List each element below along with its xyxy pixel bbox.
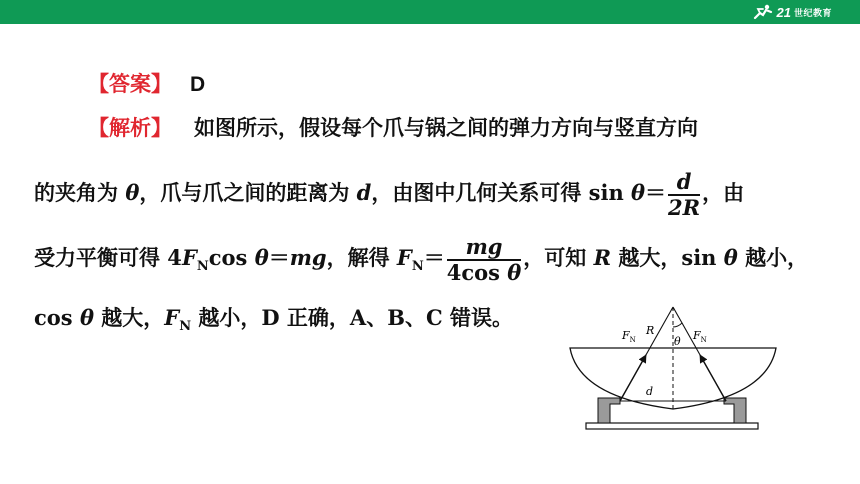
logo-text: 世纪教育 [793,8,832,19]
runner-icon [752,4,774,20]
F-symbol: F [181,245,197,270]
text-span: 的夹角为 [34,180,126,205]
wok-force-diagram [562,305,784,435]
header-bar [0,0,860,24]
force-arrow-left [620,355,646,401]
equals-sign: ＝ [268,245,290,270]
theta-symbol: θ [507,259,522,285]
fraction-numerator: d [676,168,692,194]
label-FN-left: $F_N$ [622,329,636,344]
text-span: cos [34,305,80,330]
text-span: ，由图中几何关系可得 sin [371,180,632,205]
fraction-numerator: mg [465,233,503,259]
fraction-denominator: 2R [668,194,701,220]
theta-symbol: θ [723,245,738,270]
N-subscript: N [411,259,424,274]
theta-symbol: θ [79,305,94,330]
analysis-line-3 [34,233,808,292]
text-span: cos [208,245,255,270]
text-span: 越小， [737,245,809,270]
theta-symbol: θ [631,180,646,205]
label-d: d [646,385,654,398]
fraction-d-over-2R [668,170,700,220]
right-support [724,398,746,423]
label-R: R [646,324,655,337]
analysis-line-4 [34,304,513,341]
N-subscript: N [196,259,209,274]
theta-symbol: θ [254,245,269,270]
force-arrow-right [700,355,726,401]
text-span: ，爪与爪之间的距离为 [139,180,357,205]
text-span: ，可知 [523,245,594,270]
theta-arc [673,323,682,327]
analysis-line-1 [88,114,698,142]
text-span: 受力平衡可得 4 [34,245,182,270]
answer-label: 【答案】 [88,72,172,96]
text-span: 越大，sin [611,245,724,270]
analysis-text-1: 如图所示，假设每个爪与锅之间的弹力方向与竖直方向 [194,115,698,140]
fraction-denominator [447,261,522,285]
site-logo [752,3,832,21]
d-symbol: d [356,180,372,205]
equals-sign: ＝ [645,180,667,205]
logo-number: 21 [776,4,791,20]
label-theta: θ [674,335,681,348]
N-subscript: N [179,319,192,334]
text-span: 4cos [446,259,508,285]
mg-symbol: mg [289,245,327,270]
equals-sign: ＝ [423,245,445,270]
analysis-label: 【解析】 [88,116,172,140]
text-span: 越大， [93,305,165,330]
F-symbol: F [164,305,180,330]
answer-line [88,70,205,99]
text-span: 越小，D 正确，A、B、C 错误。 [191,305,513,330]
text-span: ，解得 [326,245,397,270]
text-span: ，由 [702,180,745,205]
left-support [598,398,620,423]
R-symbol: R [593,245,612,270]
analysis-line-2 [34,168,744,220]
F-symbol: F [396,245,412,270]
theta-symbol: θ [125,180,140,205]
answer-value: D [190,73,206,96]
fraction-mg-over-4cos [447,235,522,285]
label-FN-right: $F_N$ [693,329,707,344]
stand-base [586,423,758,429]
